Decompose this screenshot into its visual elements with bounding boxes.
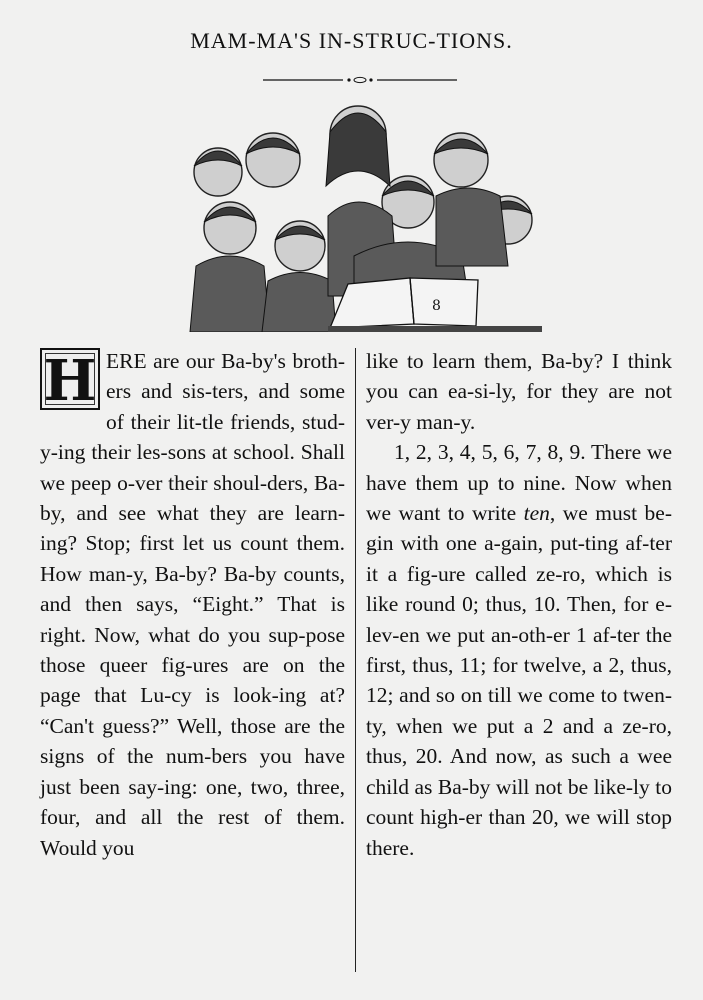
left-text-column [40,346,345,863]
paragraph-intro-text: ERE are our Ba-by's broth-ers and sis-ters, and some of their lit-tle friends, stud-y-ing their les-sons at school. Shall we peep o-ver their shoul-ders, Ba-by, and see what they are learn-ing? Stop; first let us count them. How man-y, Ba-by? Ba-by counts, and then says, “Eight.” That is right. Now, what do you sup-pose those queer fig-ures are on the page that Lu-cy is look-ing at? “Can't guess?” Well, those are the signs of the num-bers you have just been say-ing: one, two, three, four, and all the rest of them. Would you [40,349,345,860]
paragraph-intro [40,346,345,863]
paragraph-continuation: like to learn them, Ba-by? I think you can ea-si-ly, for they are not ver-y man-y. [366,349,672,434]
page-title: MAM-MA'S IN-STRUC-TIONS. [190,28,513,53]
engraving-children-reading-book-illustration [178,96,542,332]
paragraph-numbers-text-a: 1, 2, 3, 4, 5, 6, 7, 8, 9. There we have them up to nine. Now when we want to write [366,440,672,526]
ornamental-rule [263,76,457,84]
svg-text:8: 8 [432,298,441,314]
paragraph-numbers-text-b: , we must be-gin with one a-gain, put-ting af-ter it a fig-ure called ze-ro, which is like round 0; thus, 10. Then, for e-lev-en we put an-oth-er 1 af-ter the first, thus, 11; for twelve, a 2, thus, 12; and so on till we come to twen-ty, when we put a 2 and a ze-ro, thus, 20. And now, as such a wee child as Ba-by will not be like-ly to count high-er than 20, we will stop there. [366,501,673,860]
ornamental-drop-cap: H [40,348,100,410]
paragraph-numbers [366,437,672,863]
emphasis-ten: ten [523,501,550,526]
column-divider [355,348,356,972]
right-text-column [366,346,672,863]
